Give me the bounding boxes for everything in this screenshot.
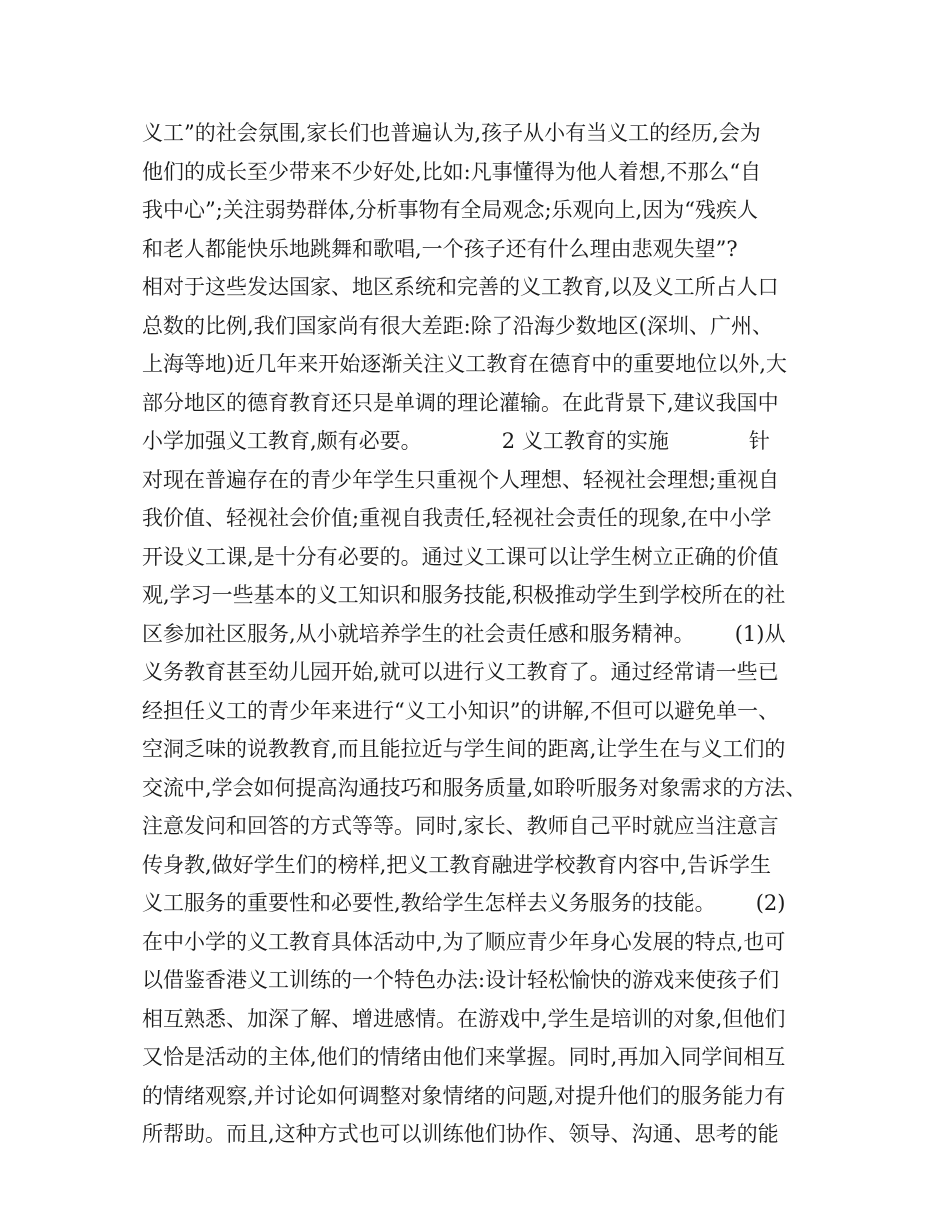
text-line: 上海等地)近几年来开始逐渐关注义工教育在德育中的重要地位以外,大: [142, 352, 787, 376]
text-line: 区参加社区服务,从小就培养学生的社会责任感和服务精神。 (1)从: [142, 621, 786, 646]
text-line: 经担任义工的青少年来进行“义工小知识”的讲解,不但可以避免单一、: [142, 698, 780, 723]
text-line: 义务教育甚至幼儿园开始,就可以进行义工教育了。通过经常请一些已: [142, 660, 779, 684]
text-line: 空洞乏味的说教教育,而且能拉近与学生间的距离,让学生在与义工们的: [142, 737, 786, 761]
text-line: 小学加强义工教育,颇有必要。 2 义工教育的实施 针: [142, 429, 770, 453]
text-line: 在中小学的义工教育具体活动中,为了顺应青少年身心发展的特点,也可: [142, 929, 786, 954]
text-line: 他们的成长至少带来不少好处,比如:凡事懂得为他人着想,不那么“自: [142, 159, 762, 184]
text-line: 义工服务的重要性和必要性,教给学生怎样去义务服务的技能。 (2): [142, 891, 786, 915]
text-line: 以借鉴香港义工训练的一个特色办法:设计轻松愉快的游戏来使孩子们: [142, 968, 780, 992]
body-text: [142, 114, 832, 1154]
text-line: 注意发问和回答的方式等等。同时,家长、教师自己平时就应当注意言: [142, 814, 779, 838]
text-line: 的情绪观察,并讨论如何调整对象情绪的问题,对提升他们的服务能力有: [142, 1083, 786, 1108]
text-line: 又恰是活动的主体,他们的情绪由他们来掌握。同时,再加入同学间相互: [142, 1045, 786, 1069]
text-line: 传身教,做好学生们的榜样,把义工教育融进学校教育内容中,告诉学生: [142, 852, 772, 877]
text-line: 开设义工课,是十分有必要的。通过义工课可以让学生树立正确的价值: [142, 544, 779, 569]
text-line: 我价值、轻视社会价值;重视自我责任,轻视社会责任的现象,在中小学: [142, 506, 772, 530]
text-line: 相对于这些发达国家、地区系统和完善的义工教育,以及义工所占人口: [142, 275, 779, 299]
text-line: 所帮助。而且,这种方式也可以训练他们协作、领导、沟通、思考的能: [142, 1122, 779, 1146]
text-line: 观,学习一些基本的义工知识和服务技能,积极推动学生到学校所在的社: [142, 583, 786, 607]
text-line: 总数的比例,我们国家尚有很大差距:除了沿海少数地区(深圳、广州、: [142, 313, 773, 338]
text-line: 义工”的社会氛围,家长们也普遍认为,孩子从小有当义工的经历,会为: [142, 121, 761, 145]
text-line: 交流中,学会如何提高沟通技巧和服务质量,如聆听服务对象需求的方法、: [142, 775, 807, 800]
text-line: 我中心”;关注弱势群体,分析事物有全局观念;乐观向上,因为“残疾人: [142, 198, 758, 222]
text-line: 对现在普遍存在的青少年学生只重视个人理想、轻视社会理想;重视自: [142, 467, 780, 492]
text-line: 相互熟悉、加深了解、增进感情。在游戏中,学生是培训的对象,但他们: [142, 1006, 786, 1031]
text-line: 部分地区的德育教育还只是单调的理论灌输。在此背景下,建议我国中: [142, 390, 779, 415]
text-line: 和老人都能快乐地跳舞和歌唱,一个孩子还有什么理由悲观失望”?: [142, 236, 738, 261]
